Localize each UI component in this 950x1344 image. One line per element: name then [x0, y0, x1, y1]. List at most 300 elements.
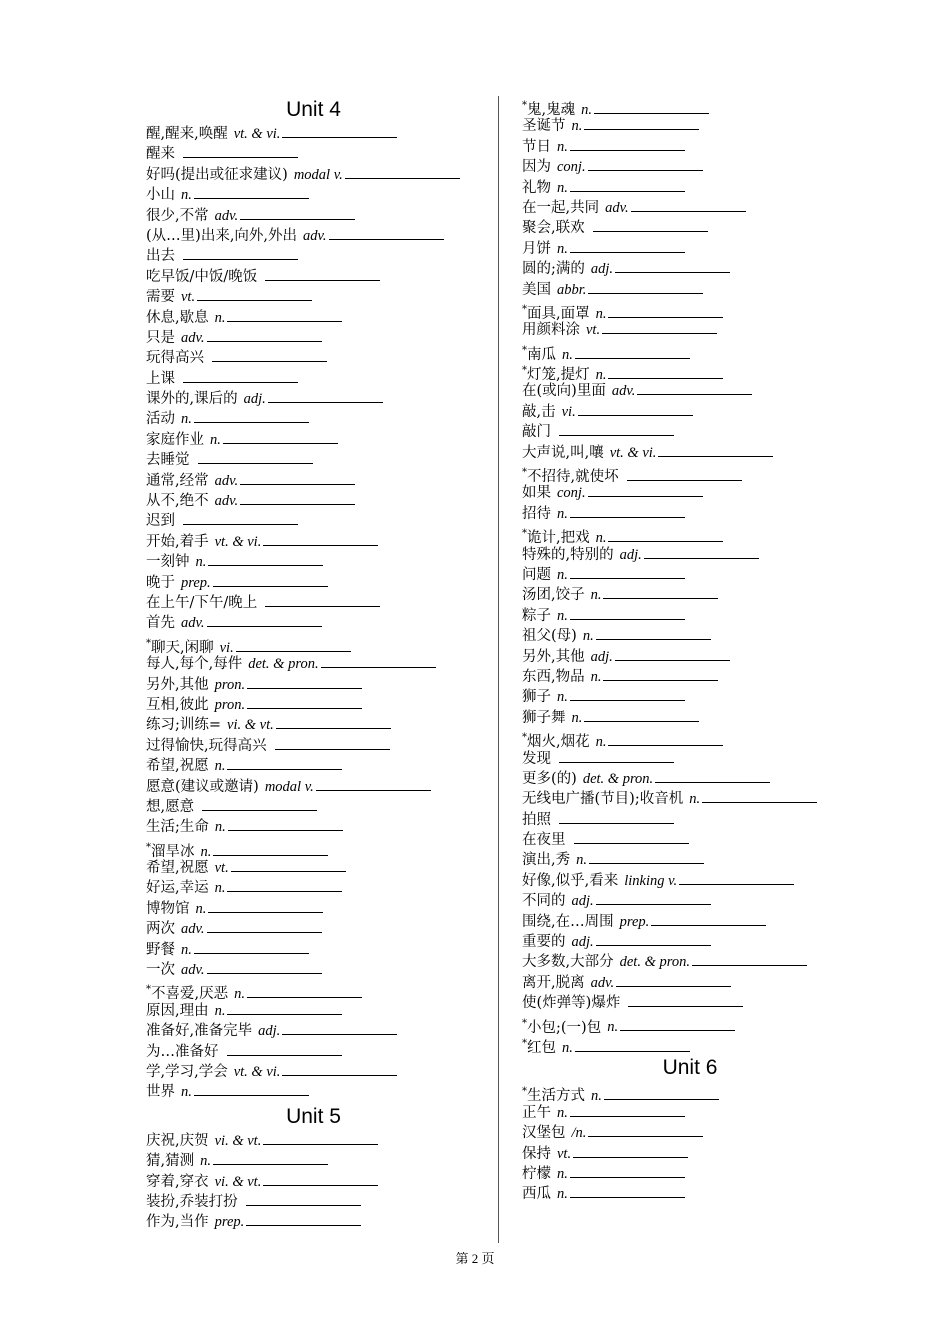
column-divider: [498, 96, 499, 1243]
answer-blank[interactable]: [265, 268, 380, 281]
answer-blank[interactable]: [627, 468, 742, 481]
answer-blank[interactable]: [194, 186, 309, 199]
vocab-entry: [146, 817, 491, 837]
chinese-meaning: 月饼: [522, 240, 551, 257]
chinese-meaning: 玩得高兴: [146, 350, 204, 367]
chinese-meaning: 博物馆: [146, 900, 190, 917]
chinese-meaning: 穿着,穿衣: [146, 1173, 209, 1190]
chinese-meaning: 从不,绝不: [146, 493, 209, 510]
part-of-speech: adv.: [605, 199, 629, 216]
answer-blank[interactable]: [197, 288, 312, 301]
part-of-speech: vi. & vt.: [214, 1173, 262, 1190]
chinese-meaning: 南瓜: [527, 346, 556, 363]
vocab-entry: [522, 728, 852, 748]
vocab-entry: [522, 1014, 852, 1034]
vocab-entry: [522, 1103, 852, 1123]
chinese-meaning: 小包;(一)包: [527, 1019, 602, 1036]
answer-blank[interactable]: [183, 145, 298, 158]
chinese-meaning: 家庭作业: [146, 431, 204, 448]
part-of-speech: adv.: [214, 472, 239, 489]
chinese-meaning: 在夜里: [522, 832, 566, 849]
chinese-meaning: 诡计,把戏: [527, 530, 590, 547]
chinese-meaning: 如果: [522, 485, 551, 502]
part-of-speech: n.: [590, 587, 602, 604]
star-marker: *: [146, 637, 151, 649]
answer-blank[interactable]: [637, 382, 752, 395]
answer-blank[interactable]: [603, 668, 718, 681]
answer-blank[interactable]: [231, 859, 346, 872]
answer-blank[interactable]: [575, 346, 690, 359]
vocab-entry: [522, 381, 852, 401]
vocab-entry: [522, 912, 852, 932]
chinese-meaning: 东西,物品: [522, 668, 585, 685]
answer-blank[interactable]: [345, 166, 460, 179]
answer-blank[interactable]: [265, 594, 380, 607]
chinese-meaning: 灯笼,提灯: [527, 366, 590, 383]
chinese-meaning: 通常,经常: [146, 472, 209, 489]
answer-blank[interactable]: [208, 900, 323, 913]
answer-blank[interactable]: [227, 309, 342, 322]
answer-blank[interactable]: [631, 199, 746, 212]
part-of-speech: conj.: [557, 485, 586, 502]
unit-heading: Unit 6: [662, 1056, 718, 1080]
answer-blank[interactable]: [240, 207, 355, 220]
answer-blank[interactable]: [198, 451, 313, 464]
vocab-entry: [522, 952, 852, 972]
chinese-meaning: 敲,击: [522, 403, 556, 420]
vocab-entry: [146, 695, 491, 715]
chinese-meaning: 祖父(母): [522, 628, 577, 645]
answer-blank[interactable]: [212, 349, 327, 362]
answer-blank[interactable]: [596, 627, 711, 640]
star-marker: *: [522, 732, 527, 744]
part-of-speech: n.: [214, 309, 226, 326]
part-of-speech: abbr.: [557, 281, 587, 298]
vocab-entry: [146, 1172, 491, 1192]
vocab-entry: [522, 585, 852, 605]
answer-blank[interactable]: [183, 370, 298, 383]
chinese-meaning: 在一起,共同: [522, 199, 600, 216]
part-of-speech: n.: [200, 843, 212, 860]
answer-blank[interactable]: [276, 716, 391, 729]
answer-blank[interactable]: [321, 655, 436, 668]
chinese-meaning: (从…里)出来,向外,外出: [146, 227, 298, 244]
answer-blank[interactable]: [282, 1063, 397, 1076]
answer-blank[interactable]: [594, 101, 709, 114]
answer-blank[interactable]: [194, 410, 309, 423]
answer-blank[interactable]: [570, 240, 685, 253]
vocab-entry: [522, 891, 852, 911]
answer-blank[interactable]: [207, 329, 322, 342]
chinese-meaning: 吃早饭/中饭/晚饭: [146, 268, 258, 285]
vocab-entry: [146, 267, 491, 287]
chinese-meaning: 问题: [522, 566, 551, 583]
chinese-meaning: 希望,祝愿: [146, 758, 209, 775]
vocab-entry: [522, 259, 852, 279]
answer-blank[interactable]: [227, 1043, 342, 1056]
chinese-meaning: 西瓜: [522, 1186, 551, 1203]
answer-blank[interactable]: [570, 566, 685, 579]
vocab-entry: [146, 573, 491, 593]
answer-blank[interactable]: [628, 994, 743, 1007]
answer-blank[interactable]: [275, 737, 390, 750]
answer-blank[interactable]: [616, 974, 731, 987]
part-of-speech: n.: [590, 668, 602, 685]
answer-blank[interactable]: [573, 1145, 688, 1158]
vocab-entry: [522, 810, 852, 830]
vocab-entry: [522, 789, 852, 809]
vocab-entry: [522, 1164, 852, 1184]
chinese-meaning: 生活;生命: [146, 819, 209, 836]
answer-blank[interactable]: [588, 158, 703, 171]
answer-blank[interactable]: [692, 953, 807, 966]
answer-blank[interactable]: [268, 390, 383, 403]
chinese-meaning: 因为: [522, 159, 551, 176]
vocab-entry: [522, 973, 852, 993]
star-marker: *: [522, 365, 527, 377]
answer-blank[interactable]: [183, 512, 298, 525]
part-of-speech: n.: [557, 240, 568, 257]
answer-blank[interactable]: [263, 1132, 378, 1145]
part-of-speech: adj.: [258, 1023, 281, 1040]
part-of-speech: adv.: [303, 227, 327, 244]
chinese-meaning: 聚会,联欢: [522, 220, 585, 237]
answer-blank[interactable]: [207, 614, 322, 627]
part-of-speech: n.: [571, 709, 583, 726]
chinese-meaning: 招待: [522, 505, 551, 522]
answer-blank[interactable]: [183, 247, 298, 260]
answer-blank[interactable]: [227, 879, 342, 892]
answer-blank[interactable]: [228, 818, 343, 831]
answer-blank[interactable]: [213, 843, 328, 856]
vocab-entry: [522, 280, 852, 300]
answer-blank[interactable]: [570, 607, 685, 620]
answer-blank[interactable]: [596, 933, 711, 946]
answer-blank[interactable]: [644, 546, 759, 559]
vocab-entry: [522, 422, 852, 442]
chinese-meaning: 柠檬: [522, 1165, 551, 1182]
chinese-meaning: 使(炸弹等)爆炸: [522, 995, 621, 1012]
chinese-meaning: 拍照: [522, 811, 551, 828]
vocab-entry: [522, 361, 852, 381]
answer-blank[interactable]: [570, 179, 685, 192]
part-of-speech: n.: [689, 791, 701, 808]
part-of-speech: /n.: [571, 1125, 587, 1142]
answer-blank[interactable]: [559, 811, 674, 824]
part-of-speech: vi. & vt.: [227, 717, 274, 734]
answer-blank[interactable]: [658, 444, 773, 457]
part-of-speech: n.: [595, 530, 607, 547]
part-of-speech: n.: [234, 986, 245, 1003]
answer-blank[interactable]: [263, 1173, 378, 1186]
chinese-meaning: 为…准备好: [146, 1043, 219, 1060]
answer-blank[interactable]: [620, 1018, 735, 1031]
vocab-entry: [522, 320, 852, 340]
answer-blank[interactable]: [570, 505, 685, 518]
answer-blank[interactable]: [608, 529, 723, 542]
chinese-meaning: 圆的;满的: [522, 261, 585, 278]
part-of-speech: n.: [607, 1019, 619, 1036]
part-of-speech: adv.: [181, 329, 205, 346]
answer-blank[interactable]: [615, 260, 730, 273]
answer-blank[interactable]: [213, 1152, 328, 1165]
chinese-meaning: 每人,每个,每件: [146, 656, 243, 673]
answer-blank[interactable]: [247, 985, 362, 998]
chinese-meaning: 好运,幸运: [146, 880, 209, 897]
answer-blank[interactable]: [207, 920, 322, 933]
answer-blank[interactable]: [213, 574, 328, 587]
unit-heading: Unit 4: [286, 98, 341, 121]
answer-blank[interactable]: [223, 431, 338, 444]
chinese-meaning: 狮子: [522, 689, 551, 706]
part-of-speech: det. & pron.: [248, 656, 319, 673]
answer-blank[interactable]: [207, 961, 322, 974]
answer-blank[interactable]: [282, 125, 397, 138]
answer-blank[interactable]: [570, 1185, 685, 1198]
chinese-meaning: 过得愉快,玩得高兴: [146, 737, 267, 754]
vocab-entry: [522, 463, 852, 483]
vocab-entry: [522, 300, 852, 320]
chinese-meaning: 节日: [522, 138, 551, 155]
answer-blank[interactable]: [570, 1165, 685, 1178]
answer-blank[interactable]: [227, 1002, 342, 1015]
part-of-speech: vi.: [219, 639, 234, 656]
chinese-meaning: 去睡觉: [146, 452, 190, 469]
part-of-speech: prep.: [214, 1214, 245, 1231]
chinese-meaning: 练习;训练=: [146, 717, 222, 734]
answer-blank[interactable]: [679, 872, 794, 885]
vocab-entry: [522, 1082, 852, 1105]
answer-blank[interactable]: [608, 366, 723, 379]
part-of-speech: modal v.: [293, 166, 343, 183]
part-of-speech: n.: [214, 758, 226, 775]
chinese-meaning: 不喜爱,厌恶: [151, 986, 229, 1003]
part-of-speech: n.: [210, 431, 221, 448]
answer-blank[interactable]: [559, 423, 674, 436]
part-of-speech: adv.: [611, 383, 636, 400]
vocab-entry: [522, 850, 852, 870]
chinese-meaning: 很少,不常: [146, 207, 209, 224]
vocab-entry: [146, 409, 491, 429]
vocab-entry: [146, 613, 491, 633]
part-of-speech: n.: [200, 1153, 211, 1170]
chinese-meaning: 聊天,闲聊: [151, 639, 214, 656]
vocab-entry: [522, 647, 852, 667]
part-of-speech: adv.: [181, 921, 205, 938]
vocab-entry: [522, 667, 852, 687]
answer-blank[interactable]: [651, 913, 766, 926]
part-of-speech: n.: [557, 566, 568, 583]
chinese-meaning: 开始,着手: [146, 533, 209, 550]
part-of-speech: n.: [557, 1104, 568, 1121]
vocab-entry: [146, 838, 491, 858]
chinese-meaning: 迟到: [146, 513, 175, 530]
star-marker: *: [522, 467, 527, 479]
answer-blank[interactable]: [602, 321, 717, 334]
chinese-meaning: 野餐: [146, 941, 175, 958]
chinese-meaning: 愿意(建议或邀请): [146, 778, 259, 795]
chinese-meaning: 课外的,课后的: [146, 391, 238, 408]
star-marker: *: [522, 100, 527, 111]
answer-blank[interactable]: [247, 696, 362, 709]
part-of-speech: conj.: [557, 159, 586, 176]
chinese-meaning: 正午: [522, 1104, 551, 1121]
part-of-speech: n.: [571, 118, 583, 135]
vocab-entry: [146, 1212, 491, 1232]
chinese-meaning: 一次: [146, 962, 175, 979]
part-of-speech: n.: [595, 305, 607, 322]
chinese-meaning: 作为,当作: [146, 1214, 209, 1231]
answer-blank[interactable]: [240, 492, 355, 505]
vocab-entry: [146, 185, 491, 205]
answer-blank[interactable]: [604, 1087, 719, 1100]
answer-blank[interactable]: [596, 892, 711, 905]
answer-blank[interactable]: [584, 117, 699, 130]
answer-blank[interactable]: [570, 138, 685, 151]
chinese-meaning: 汤团,饺子: [522, 587, 585, 604]
answer-blank[interactable]: [246, 1213, 361, 1226]
vocab-entry: [522, 178, 852, 198]
answer-blank[interactable]: [589, 851, 704, 864]
part-of-speech: n.: [557, 607, 568, 624]
chinese-meaning: 世界: [146, 1084, 175, 1101]
answer-blank[interactable]: [236, 639, 351, 652]
part-of-speech: n.: [591, 1088, 602, 1105]
vocab-entry: [522, 606, 852, 626]
vocab-entry: [146, 593, 491, 613]
answer-blank[interactable]: [608, 733, 723, 746]
vocab-entry: [146, 1192, 491, 1212]
chinese-meaning: 礼物: [522, 179, 551, 196]
vocab-entry: [146, 777, 491, 797]
answer-blank[interactable]: [608, 305, 723, 318]
vocab-entry: [146, 1151, 491, 1171]
answer-blank[interactable]: [603, 586, 718, 599]
answer-blank[interactable]: [329, 227, 444, 240]
chinese-meaning: 只是: [146, 329, 175, 346]
part-of-speech: vt. & vi.: [233, 126, 281, 142]
answer-blank[interactable]: [584, 709, 699, 722]
star-marker: *: [146, 841, 151, 853]
answer-blank[interactable]: [202, 798, 317, 811]
answer-blank[interactable]: [246, 1193, 361, 1206]
answer-blank[interactable]: [263, 533, 378, 546]
vocab-entry: [146, 450, 491, 470]
answer-blank[interactable]: [578, 403, 693, 416]
vocab-entry: [522, 545, 852, 565]
part-of-speech: adj.: [571, 934, 594, 951]
vocab-entry: [522, 157, 852, 177]
chinese-meaning: 不同的: [522, 893, 566, 910]
chinese-meaning: 大声说,叫,嚷: [522, 444, 604, 461]
part-of-speech: n.: [181, 941, 192, 958]
answer-blank[interactable]: [194, 1083, 309, 1096]
answer-blank[interactable]: [227, 757, 342, 770]
answer-blank[interactable]: [575, 1039, 690, 1052]
part-of-speech: n.: [557, 1165, 568, 1182]
answer-blank[interactable]: [702, 790, 817, 803]
part-of-speech: linking v.: [624, 872, 678, 889]
answer-blank[interactable]: [593, 219, 708, 232]
answer-blank[interactable]: [316, 778, 431, 791]
star-marker: *: [146, 984, 151, 996]
vocab-entry: [522, 687, 852, 707]
vocab-entry: [522, 1123, 852, 1143]
vocab-entry: [146, 736, 491, 756]
answer-blank[interactable]: [240, 472, 355, 485]
part-of-speech: vi. & vt.: [214, 1132, 262, 1149]
chinese-meaning: 原因,理由: [146, 1002, 209, 1019]
vocab-entry: [146, 675, 491, 695]
part-of-speech: n.: [181, 411, 192, 428]
chinese-meaning: 一刻钟: [146, 554, 190, 571]
vocab-entry: [146, 919, 491, 939]
answer-blank[interactable]: [588, 1124, 703, 1137]
vocab-entry: [146, 552, 491, 572]
chinese-meaning: 无线电广播(节目);收音机: [522, 791, 684, 808]
part-of-speech: adj.: [243, 391, 266, 408]
answer-blank[interactable]: [574, 831, 689, 844]
vocab-entry: [146, 899, 491, 919]
answer-blank[interactable]: [615, 648, 730, 661]
vocab-entry: [146, 511, 491, 531]
chinese-meaning: 粽子: [522, 607, 551, 624]
chinese-meaning: 狮子舞: [522, 709, 566, 726]
part-of-speech: vt. & vi.: [233, 1063, 281, 1080]
part-of-speech: n.: [562, 346, 573, 363]
part-of-speech: n.: [562, 1039, 573, 1056]
vocab-entry: [146, 1001, 491, 1021]
answer-blank[interactable]: [570, 1104, 685, 1117]
answer-blank[interactable]: [588, 484, 703, 497]
vocab-entry: [146, 1082, 491, 1102]
answer-blank[interactable]: [247, 676, 362, 689]
part-of-speech: pron.: [214, 676, 246, 693]
vocab-entry: [522, 116, 852, 136]
chinese-meaning: 上课: [146, 370, 175, 387]
answer-blank[interactable]: [588, 281, 703, 294]
part-of-speech: n.: [214, 819, 226, 836]
answer-blank[interactable]: [208, 553, 323, 566]
chinese-meaning: 醒,醒来,唤醒: [146, 126, 228, 142]
part-of-speech: vt. & vi.: [214, 533, 262, 550]
answer-blank[interactable]: [282, 1022, 397, 1035]
vocab-entry: [146, 369, 491, 389]
vocab-entry: [146, 471, 491, 491]
vocab-entry: [522, 993, 852, 1013]
part-of-speech: adv.: [590, 974, 615, 991]
chinese-meaning: 保持: [522, 1145, 551, 1162]
vocab-entry: [522, 626, 852, 646]
chinese-meaning: 汉堡包: [522, 1125, 566, 1142]
star-marker: *: [522, 528, 527, 540]
vocab-entry: [146, 654, 491, 674]
answer-blank[interactable]: [559, 750, 674, 763]
vocab-entry: [146, 756, 491, 776]
vocab-entry: [146, 308, 491, 328]
part-of-speech: n.: [195, 900, 207, 917]
vocab-entry: [522, 483, 852, 503]
answer-blank[interactable]: [570, 688, 685, 701]
vocab-entry: [146, 226, 491, 246]
chinese-meaning: 在上午/下午/晚上: [146, 594, 258, 611]
answer-blank[interactable]: [655, 770, 770, 783]
chinese-meaning: 围绕,在…周围: [522, 913, 614, 930]
vocab-entry: [146, 878, 491, 898]
vocab-entry: [146, 940, 491, 960]
chinese-meaning: 发现: [522, 750, 551, 767]
answer-blank[interactable]: [194, 941, 309, 954]
